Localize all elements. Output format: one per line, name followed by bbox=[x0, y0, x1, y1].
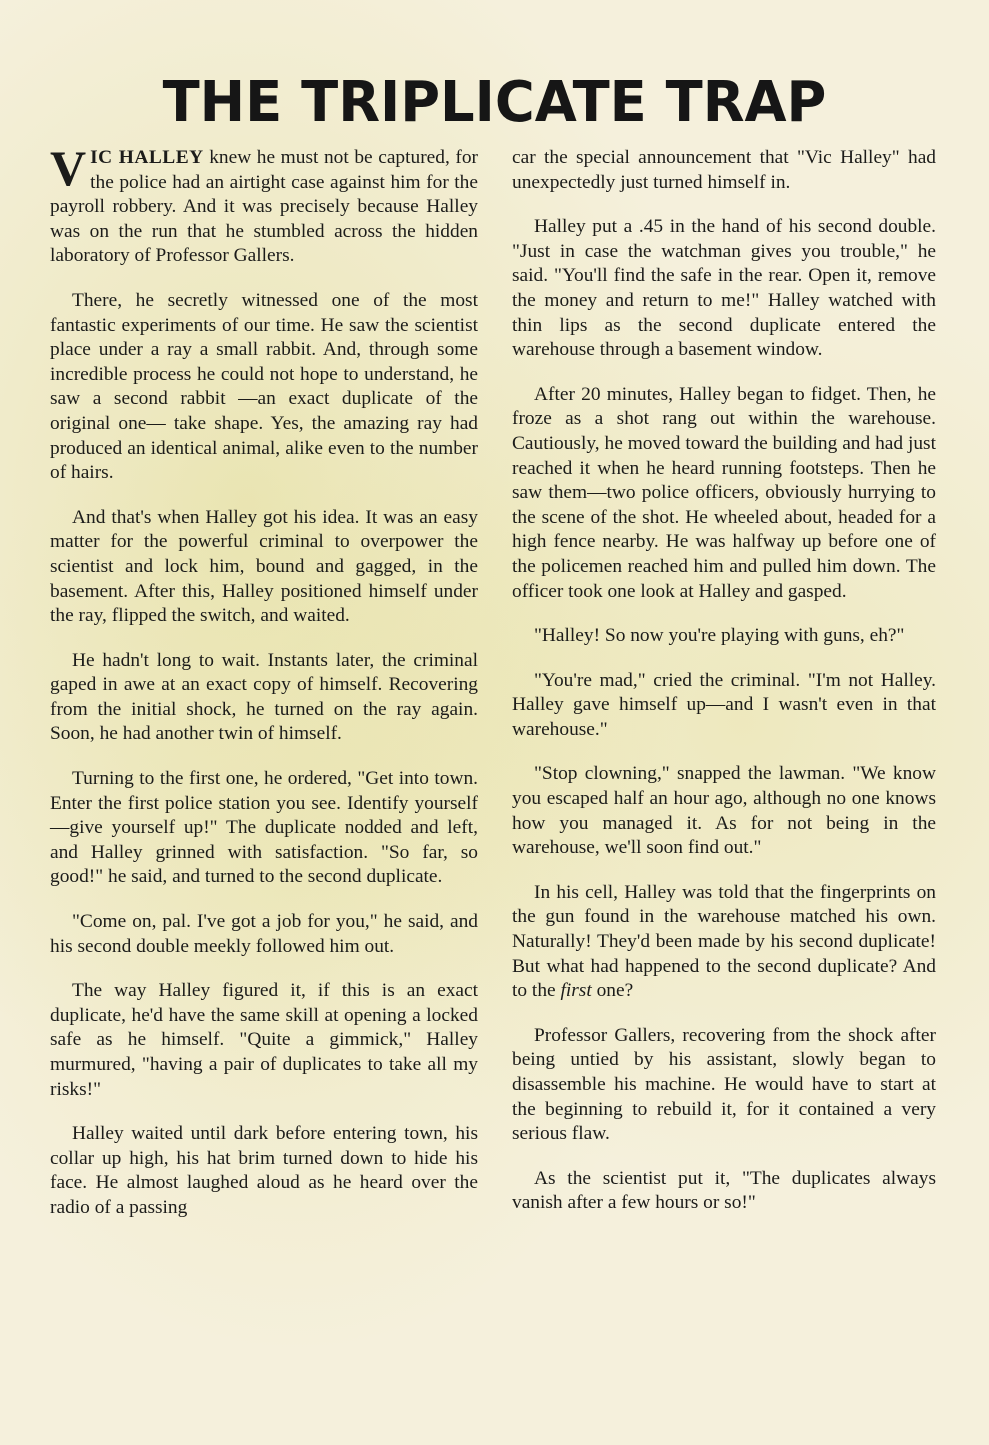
paragraph bbox=[50, 140, 479, 269]
paragraph: And that's when Halley got his idea. It was an easy matter for the powerful criminal to overpower the scientist and lock him, bound and gagged, in the basement. After this, Halley positioned himself under the ray, flipped the switch, and waited. bbox=[50, 506, 478, 627]
paragraph: Halley waited until dark before entering town, his collar up high, his hat brim turned down to hide his face. He almost laughed aloud as he heard over the radio of a passing bbox=[50, 1123, 478, 1218]
paragraph: Halley put a .45 in the hand of his second double. "Just in case the watchman gives you trouble," he said. "You'll find the safe in the rear. Open it, remove the money and return to me!" Halley watched with thin lips as the second duplicate entered the warehouse through a basement window. bbox=[512, 216, 936, 361]
left-column bbox=[50, 140, 479, 1241]
paragraph-text: knew he must not be captured, for the police had an airtight case against him for the payroll robbery. And it was precisely because Halley was on the run that he stumbled across the hidden laboratory of Professor Gallers. bbox=[50, 147, 479, 267]
paragraph: He hadn't long to wait. Instants later, the criminal gaped in awe at an exact copy of himself. Recovering from the initial shock, he turned on the ray again. Soon, he had another twin of himself. bbox=[50, 649, 478, 745]
paragraph: "You're mad," cried the criminal. "I'm not Halley. Halley gave himself up—and I wasn't even in that warehouse." bbox=[512, 669, 936, 740]
paragraph: car the special announcement that "Vic Halley" had unexpectedly just turned himself in. bbox=[512, 147, 936, 193]
paragraph: "Stop clowning," snapped the lawman. "We know you escaped half an hour ago, although no one knows how you managed it. As for not being in the warehouse, we'll soon find out." bbox=[512, 763, 936, 859]
lead-caps: IC HALLEY bbox=[90, 147, 204, 168]
italic-word: first bbox=[560, 980, 592, 1002]
paragraph: Turning to the first one, he ordered, "Get into town. Enter the first police station you see. Identify yourself—give yourself up!" The duplicate nodded and left, and Halley grinned with satisfaction. "So far, so good!" he said, and turned to the second duplicate. bbox=[50, 768, 478, 888]
drop-cap: V bbox=[50, 140, 87, 196]
paragraph bbox=[512, 881, 936, 1004]
paragraph: "Come on, pal. I've got a job for you," he said, and his second double meekly followed him out. bbox=[50, 911, 478, 957]
paragraph: The way Halley figured it, if this is an exact duplicate, he'd have the same skill at opening a locked safe as he himself. "Quite a gimmick," Halley murmured, "having a pair of duplicates to take all my risks!" bbox=[50, 980, 478, 1100]
paragraph: After 20 minutes, Halley began to fidget. Then, he froze as a shot rang out within the warehouse. Cautiously, he moved toward the building and had just reached it when he heard running footsteps. Then he saw them—two police officers, obviously hurrying to the scene of the shot. He wheeled about, headed for a high fence nearby. He was halfway up before one of the policemen reached him and pulled him down. The officer took one look at Halley and gasped. bbox=[512, 383, 936, 602]
right-column bbox=[512, 146, 936, 1236]
paragraph: Professor Gallers, recovering from the shock after being untied by his assistant, slowly began to disassemble his machine. He would have to start at the beginning to rebuild it, for it contained a very serious flaw. bbox=[512, 1024, 936, 1145]
paragraph: There, he secretly witnessed one of the most fantastic experiments of our time. He saw the scientist place under a ray a small rabbit. And, through some incredible process he could not hope to understand, he saw a second rabbit —an exact duplicate of the original one— take shape. Yes, the amazing ray had produced an identical animal, alike even to the number of hairs. bbox=[50, 289, 478, 484]
story-title: THE TRIPLICATE TRAP bbox=[162, 70, 827, 135]
paragraph: "Halley! So now you're playing with guns, eh?" bbox=[534, 625, 905, 647]
paragraph: As the scientist put it, "The duplicates always vanish after a few hours or so!" bbox=[512, 1167, 936, 1214]
paragraph-text: In his cell, Halley was told that the fingerprints on the gun found in the warehouse matched his own. Naturally! They'd been made by his second duplicate! But what had happened to the second duplicate? And to the bbox=[512, 881, 936, 1002]
paragraph-text: one? bbox=[591, 980, 634, 1002]
